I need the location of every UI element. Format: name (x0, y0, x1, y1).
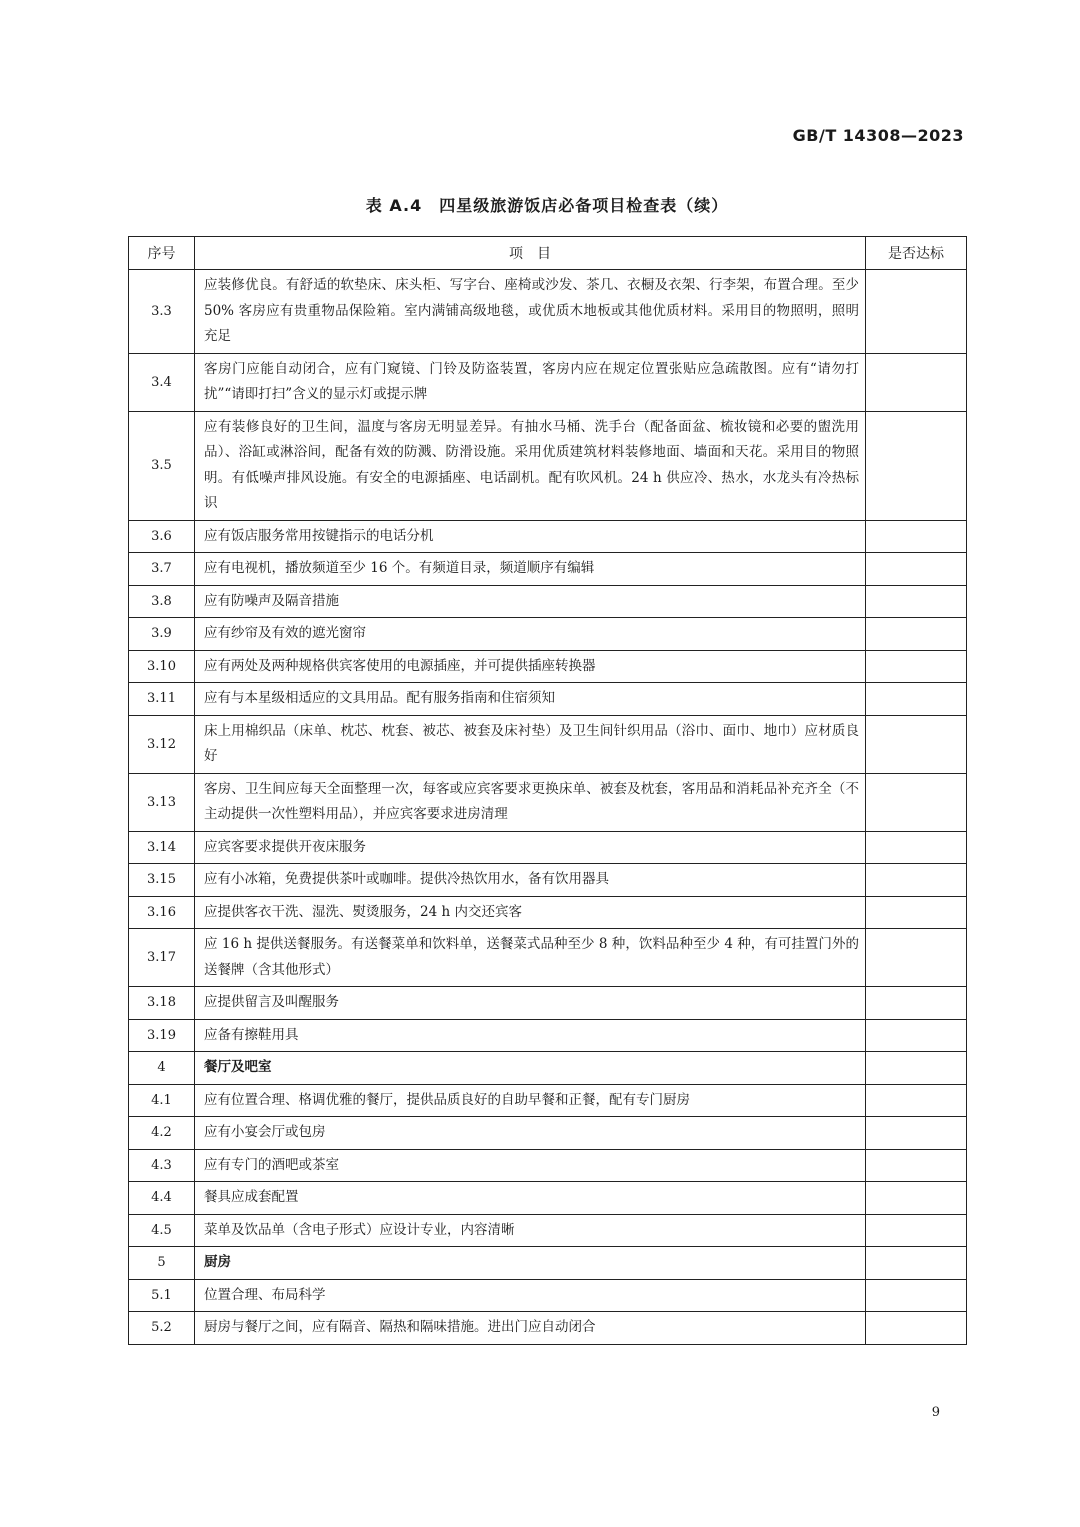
requirement-text: 应有小宴会厅或包房 (195, 1117, 866, 1150)
compliance-cell[interactable] (866, 411, 967, 520)
row-number: 3.13 (129, 773, 195, 831)
table-row (129, 520, 967, 553)
requirement-text: 应 16 h 提供送餐服务。有送餐菜单和饮料单，送餐菜式品种至少 8 种，饮料品种至少 4 种，有可挂置门外的送餐牌（含其他形式） (195, 929, 866, 987)
table-row (129, 896, 967, 929)
table-row (129, 1019, 967, 1052)
table-row (129, 773, 967, 831)
compliance-cell[interactable] (866, 929, 967, 987)
row-number: 3.5 (129, 411, 195, 520)
table-row (129, 864, 967, 897)
compliance-cell[interactable] (866, 1247, 967, 1280)
table-row (129, 683, 967, 716)
requirement-text: 菜单及饮品单（含电子形式）应设计专业，内容清晰 (195, 1214, 866, 1247)
requirement-text: 应有与本星级相适应的文具用品。配有服务指南和住宿须知 (195, 683, 866, 716)
table-row (129, 1214, 967, 1247)
requirement-text: 厨房与餐厅之间，应有隔音、隔热和隔味措施。进出门应自动闭合 (195, 1312, 866, 1345)
row-number: 4 (129, 1052, 195, 1085)
compliance-cell[interactable] (866, 864, 967, 897)
requirement-text: 应有两处及两种规格供宾客使用的电源插座，并可提供插座转换器 (195, 650, 866, 683)
row-number: 4.2 (129, 1117, 195, 1150)
row-number: 5.2 (129, 1312, 195, 1345)
compliance-cell[interactable] (866, 1182, 967, 1215)
row-number: 3.16 (129, 896, 195, 929)
compliance-cell[interactable] (866, 987, 967, 1020)
compliance-cell[interactable] (866, 1214, 967, 1247)
row-number: 3.15 (129, 864, 195, 897)
table-row (129, 715, 967, 773)
compliance-cell[interactable] (866, 1019, 967, 1052)
table-row (129, 553, 967, 586)
row-number: 3.6 (129, 520, 195, 553)
section-heading: 厨房 (195, 1247, 866, 1280)
row-number: 4.4 (129, 1182, 195, 1215)
row-number: 3.7 (129, 553, 195, 586)
table-row (129, 987, 967, 1020)
requirement-text: 应有位置合理、格调优雅的餐厅，提供品质良好的自助早餐和正餐，配有专门厨房 (195, 1084, 866, 1117)
row-number: 3.4 (129, 353, 195, 411)
requirement-text: 应有防噪声及隔音措施 (195, 585, 866, 618)
row-number: 5 (129, 1247, 195, 1280)
checklist-table (128, 236, 967, 1345)
section-row (129, 1052, 967, 1085)
row-number: 3.17 (129, 929, 195, 987)
table-title: 表 A.4 四星级旅游饭店必备项目检查表（续） (365, 196, 729, 215)
requirement-text: 位置合理、布局科学 (195, 1279, 866, 1312)
requirement-text: 应宾客要求提供开夜床服务 (195, 831, 866, 864)
column-header-number: 序号 (129, 237, 195, 270)
table-row (129, 831, 967, 864)
compliance-cell[interactable] (866, 1149, 967, 1182)
row-number: 3.8 (129, 585, 195, 618)
row-number: 3.11 (129, 683, 195, 716)
row-number: 4.1 (129, 1084, 195, 1117)
compliance-cell[interactable] (866, 1052, 967, 1085)
compliance-cell[interactable] (866, 270, 967, 354)
requirement-text: 客房门应能自动闭合，应有门窥镜、门铃及防盗装置，客房内应在规定位置张贴应急疏散图。应有“请勿打扰”“请即打扫”含义的显示灯或提示牌 (195, 353, 866, 411)
section-heading: 餐厅及吧室 (195, 1052, 866, 1085)
compliance-cell[interactable] (866, 353, 967, 411)
compliance-cell[interactable] (866, 650, 967, 683)
section-row (129, 1247, 967, 1280)
requirement-text: 应有饭店服务常用按键指示的电话分机 (195, 520, 866, 553)
requirement-text: 应有小冰箱，免费提供茶叶或咖啡。提供冷热饮用水，备有饮用器具 (195, 864, 866, 897)
table-row (129, 650, 967, 683)
requirement-text: 应有专门的酒吧或茶室 (195, 1149, 866, 1182)
compliance-cell[interactable] (866, 773, 967, 831)
table-row (129, 1182, 967, 1215)
compliance-cell[interactable] (866, 585, 967, 618)
row-number: 3.9 (129, 618, 195, 651)
compliance-cell[interactable] (866, 1084, 967, 1117)
row-number: 3.10 (129, 650, 195, 683)
row-number: 3.12 (129, 715, 195, 773)
table-row (129, 353, 967, 411)
compliance-cell[interactable] (866, 520, 967, 553)
table-row (129, 618, 967, 651)
compliance-cell[interactable] (866, 831, 967, 864)
table-header-row (129, 237, 967, 270)
table-row (129, 1149, 967, 1182)
table-row (129, 1117, 967, 1150)
row-number: 3.14 (129, 831, 195, 864)
requirement-text: 应有纱帘及有效的遮光窗帘 (195, 618, 866, 651)
table-row (129, 1084, 967, 1117)
compliance-cell[interactable] (866, 1279, 967, 1312)
table-row (129, 1312, 967, 1345)
requirement-text: 应备有擦鞋用具 (195, 1019, 866, 1052)
compliance-cell[interactable] (866, 1117, 967, 1150)
requirement-text: 应有装修良好的卫生间，温度与客房无明显差异。有抽水马桶、洗手台（配备面盆、梳妆镜和必要的盥洗用品）、浴缸或淋浴间，配备有效的防溅、防滑设施。采用优质建筑材料装修地面、墙面和天花。采用目的物照明。有低噪声排风设施。有安全的电源插座、电话副机。配有吹风机。24 h 供应冷、热水，水龙头有冷热标识 (195, 411, 866, 520)
standard-code: GB/T 14308—2023 (792, 126, 964, 145)
compliance-cell[interactable] (866, 896, 967, 929)
requirement-text: 应提供客衣干洗、湿洗、熨烫服务，24 h 内交还宾客 (195, 896, 866, 929)
table-row (129, 411, 967, 520)
requirement-text: 应提供留言及叫醒服务 (195, 987, 866, 1020)
column-header-compliance: 是否达标 (866, 237, 967, 270)
requirement-text: 应装修优良。有舒适的软垫床、床头柜、写字台、座椅或沙发、茶几、衣橱及衣架、行李架，布置合理。至少 50% 客房应有贵重物品保险箱。室内满铺高级地毯，或优质木地板或其他优质材料。采用目的物照明，照明充足 (195, 270, 866, 354)
row-number: 3.3 (129, 270, 195, 354)
column-header-item: 项 目 (195, 237, 866, 270)
compliance-cell[interactable] (866, 683, 967, 716)
requirement-text: 餐具应成套配置 (195, 1182, 866, 1215)
requirement-text: 床上用棉织品（床单、枕芯、枕套、被芯、被套及床衬垫）及卫生间针织用品（浴巾、面巾、地巾）应材质良好 (195, 715, 866, 773)
row-number: 4.5 (129, 1214, 195, 1247)
requirement-text: 应有电视机，播放频道至少 16 个。有频道目录，频道顺序有编辑 (195, 553, 866, 586)
table-row (129, 585, 967, 618)
table-row (129, 929, 967, 987)
compliance-cell[interactable] (866, 553, 967, 586)
row-number: 5.1 (129, 1279, 195, 1312)
requirement-text: 客房、卫生间应每天全面整理一次，每客或应宾客要求更换床单、被套及枕套，客用品和消耗品补充齐全（不主动提供一次性塑料用品），并应宾客要求进房清理 (195, 773, 866, 831)
compliance-cell[interactable] (866, 715, 967, 773)
compliance-cell[interactable] (866, 1312, 967, 1345)
row-number: 3.18 (129, 987, 195, 1020)
table-row (129, 270, 967, 354)
table-row (129, 1279, 967, 1312)
page-number: 9 (931, 1405, 940, 1420)
compliance-cell[interactable] (866, 618, 967, 651)
row-number: 3.19 (129, 1019, 195, 1052)
row-number: 4.3 (129, 1149, 195, 1182)
